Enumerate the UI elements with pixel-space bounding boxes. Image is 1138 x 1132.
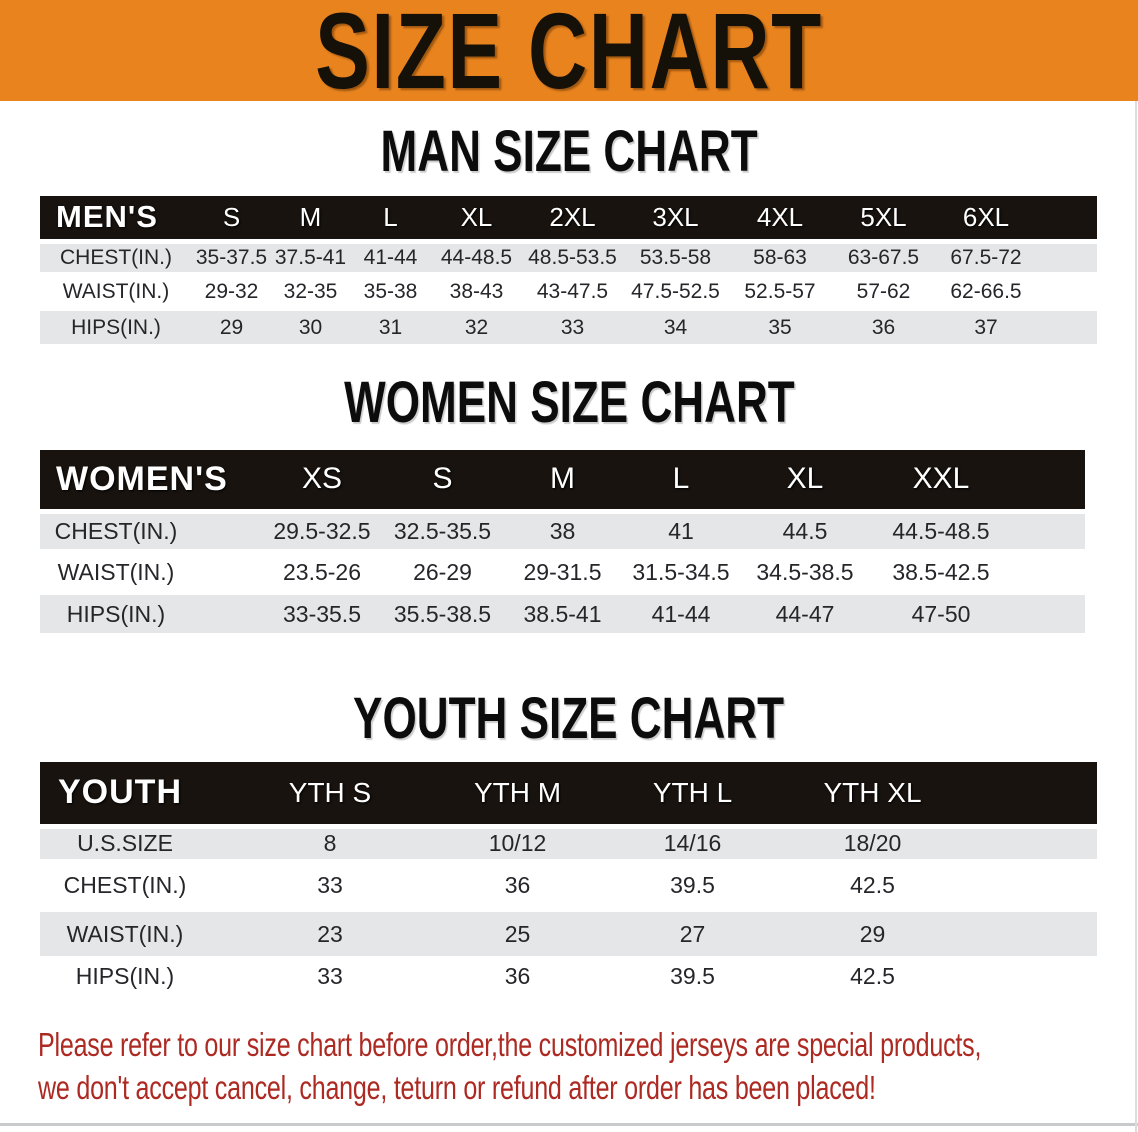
youth-size-chart-heading [0, 686, 1138, 751]
column-header: XL [740, 450, 870, 511]
womens-size-table [40, 450, 1085, 633]
size-chart-title: SIZE CHART [315, 0, 823, 111]
row-label: HIPS(IN.) [40, 311, 192, 344]
size-cell: 32 [431, 311, 522, 344]
size-cell: 38 [503, 511, 622, 549]
size-cell: 35-38 [363, 279, 418, 303]
size-cell: 63-67.5 [832, 241, 935, 272]
womens-header-row [40, 450, 1085, 511]
size-cell: 47.5-52.5 [631, 279, 720, 303]
size-cell: 33 [317, 962, 343, 989]
mens-header-row [40, 196, 1097, 241]
size-cell: 53.5-58 [623, 241, 728, 272]
size-cell: 42.5 [850, 962, 895, 989]
table-row [40, 956, 1097, 996]
size-cell: 29-32 [204, 279, 259, 303]
size-cell: 36 [832, 311, 935, 344]
size-cell: 36 [504, 962, 531, 989]
row-label: U.S.SIZE [40, 826, 230, 859]
size-cell: 41 [622, 511, 740, 549]
size-cell: 43-47.5 [536, 279, 609, 303]
size-cell: 27 [605, 912, 780, 956]
size-cell [965, 859, 1097, 912]
mens-table-corner-label: MEN'S [40, 196, 192, 241]
size-cell: 58-63 [728, 241, 832, 272]
row-label: CHEST(IN.) [63, 872, 187, 898]
size-cell: 41-44 [350, 241, 431, 272]
column-header: 6XL [935, 196, 1037, 241]
size-cell: 44-47 [740, 595, 870, 633]
table-row [40, 241, 1097, 272]
size-cell: 42.5 [850, 872, 895, 898]
column-header: YTH L [605, 762, 780, 826]
size-cell: 35-37.5 [192, 241, 271, 272]
size-cell: 23.5-26 [282, 558, 361, 585]
column-header: M [503, 450, 622, 511]
size-cell [965, 912, 1097, 956]
column-header: 2XL [522, 196, 623, 241]
size-cell: 31 [350, 311, 431, 344]
size-cell: 36 [504, 872, 531, 898]
size-cell: 38.5-41 [503, 595, 622, 633]
disclaimer-line-1: Please refer to our size chart before order,the customized jerseys are special products, [38, 1026, 982, 1063]
size-cell: 62-66.5 [950, 279, 1022, 303]
size-cell: 39.5 [670, 962, 715, 989]
disclaimer-text [38, 1023, 1138, 1109]
size-cell: 29-31.5 [523, 558, 602, 585]
column-header: S [382, 450, 503, 511]
size-cell: 44.5-48.5 [870, 511, 1012, 549]
row-label: HIPS(IN.) [75, 962, 175, 989]
header-filler [1012, 450, 1085, 511]
table-row [40, 912, 1097, 956]
size-cell: 67.5-72 [935, 241, 1037, 272]
size-cell: 32.5-35.5 [382, 511, 503, 549]
size-cell: 14/16 [605, 826, 780, 859]
size-cell [965, 826, 1097, 859]
size-cell: 37 [935, 311, 1037, 344]
youth-size-chart-heading-text: YOUTH SIZE CHART [353, 686, 785, 751]
mens-size-table [40, 196, 1097, 344]
column-header: XL [431, 196, 522, 241]
size-cell: 48.5-53.5 [522, 241, 623, 272]
youth-header-row [40, 762, 1097, 826]
size-cell: 44-48.5 [431, 241, 522, 272]
size-cell: 29.5-32.5 [262, 511, 382, 549]
size-cell: 33-35.5 [262, 595, 382, 633]
row-label: WAIST(IN.) [57, 558, 175, 585]
size-cell: 47-50 [870, 595, 1012, 633]
womens-table-corner-label: WOMEN'S [40, 450, 262, 511]
size-cell: 34.5-38.5 [756, 558, 854, 585]
size-cell: 10/12 [430, 826, 605, 859]
size-cell [965, 956, 1097, 996]
table-row [40, 549, 1085, 595]
column-header: XXL [870, 450, 1012, 511]
size-cell: 32-35 [283, 279, 338, 303]
header-filler [1037, 196, 1097, 241]
column-header: YTH M [430, 762, 605, 826]
women-size-chart-heading-text: WOMEN SIZE CHART [343, 370, 795, 435]
size-cell: 29 [780, 912, 965, 956]
size-cell: 8 [230, 826, 430, 859]
size-cell [1012, 595, 1085, 633]
table-row [40, 511, 1085, 549]
row-label: WAIST(IN.) [62, 279, 170, 303]
table-row [40, 272, 1097, 311]
header-filler [965, 762, 1097, 826]
size-cell: 33 [522, 311, 623, 344]
size-cell: 37.5-41 [271, 241, 350, 272]
column-header: L [622, 450, 740, 511]
disclaimer-line-2: we don't accept cancel, change, teturn or refund after order has been placed! [38, 1069, 876, 1106]
size-cell: 25 [430, 912, 605, 956]
column-header: M [271, 196, 350, 241]
column-header: 3XL [623, 196, 728, 241]
size-cell [1037, 272, 1097, 311]
size-cell: 38.5-42.5 [892, 558, 990, 585]
column-header: YTH S [230, 762, 430, 826]
size-cell: 29 [192, 311, 271, 344]
size-cell: 41-44 [622, 595, 740, 633]
size-cell [1037, 241, 1097, 272]
man-size-chart-heading [0, 119, 1138, 184]
size-cell [1037, 311, 1097, 344]
size-cell: 23 [230, 912, 430, 956]
column-header: YTH XL [780, 762, 965, 826]
table-row [40, 826, 1097, 859]
bottom-divider [0, 1123, 1138, 1126]
size-cell: 33 [317, 872, 343, 898]
size-cell: 52.5-57 [744, 279, 816, 303]
size-cell: 38-43 [449, 279, 504, 303]
man-size-chart-heading-text: MAN SIZE CHART [380, 119, 758, 184]
youth-size-table [40, 762, 1097, 996]
size-chart-banner [0, 0, 1138, 111]
table-row [40, 859, 1097, 912]
size-cell: 35 [728, 311, 832, 344]
row-label: HIPS(IN.) [40, 595, 262, 633]
column-header: XS [262, 450, 382, 511]
size-cell [1012, 549, 1085, 595]
size-cell: 35.5-38.5 [382, 595, 503, 633]
size-cell: 57-62 [856, 279, 911, 303]
column-header: 5XL [832, 196, 935, 241]
row-label: CHEST(IN.) [40, 241, 192, 272]
row-label: WAIST(IN.) [40, 912, 230, 956]
column-header: 4XL [728, 196, 832, 241]
column-header: L [350, 196, 431, 241]
size-cell: 26-29 [413, 558, 472, 585]
size-cell: 31.5-34.5 [632, 558, 730, 585]
row-label: CHEST(IN.) [40, 511, 262, 549]
size-cell: 18/20 [780, 826, 965, 859]
right-edge-line [1135, 101, 1137, 1132]
size-cell [1012, 511, 1085, 549]
size-cell: 44.5 [740, 511, 870, 549]
youth-table-corner-label: YOUTH [40, 762, 230, 826]
size-cell: 30 [271, 311, 350, 344]
size-cell: 39.5 [670, 872, 715, 898]
size-cell: 34 [623, 311, 728, 344]
column-header: S [192, 196, 271, 241]
women-size-chart-heading [0, 370, 1138, 435]
table-row [40, 311, 1097, 344]
table-row [40, 595, 1085, 633]
